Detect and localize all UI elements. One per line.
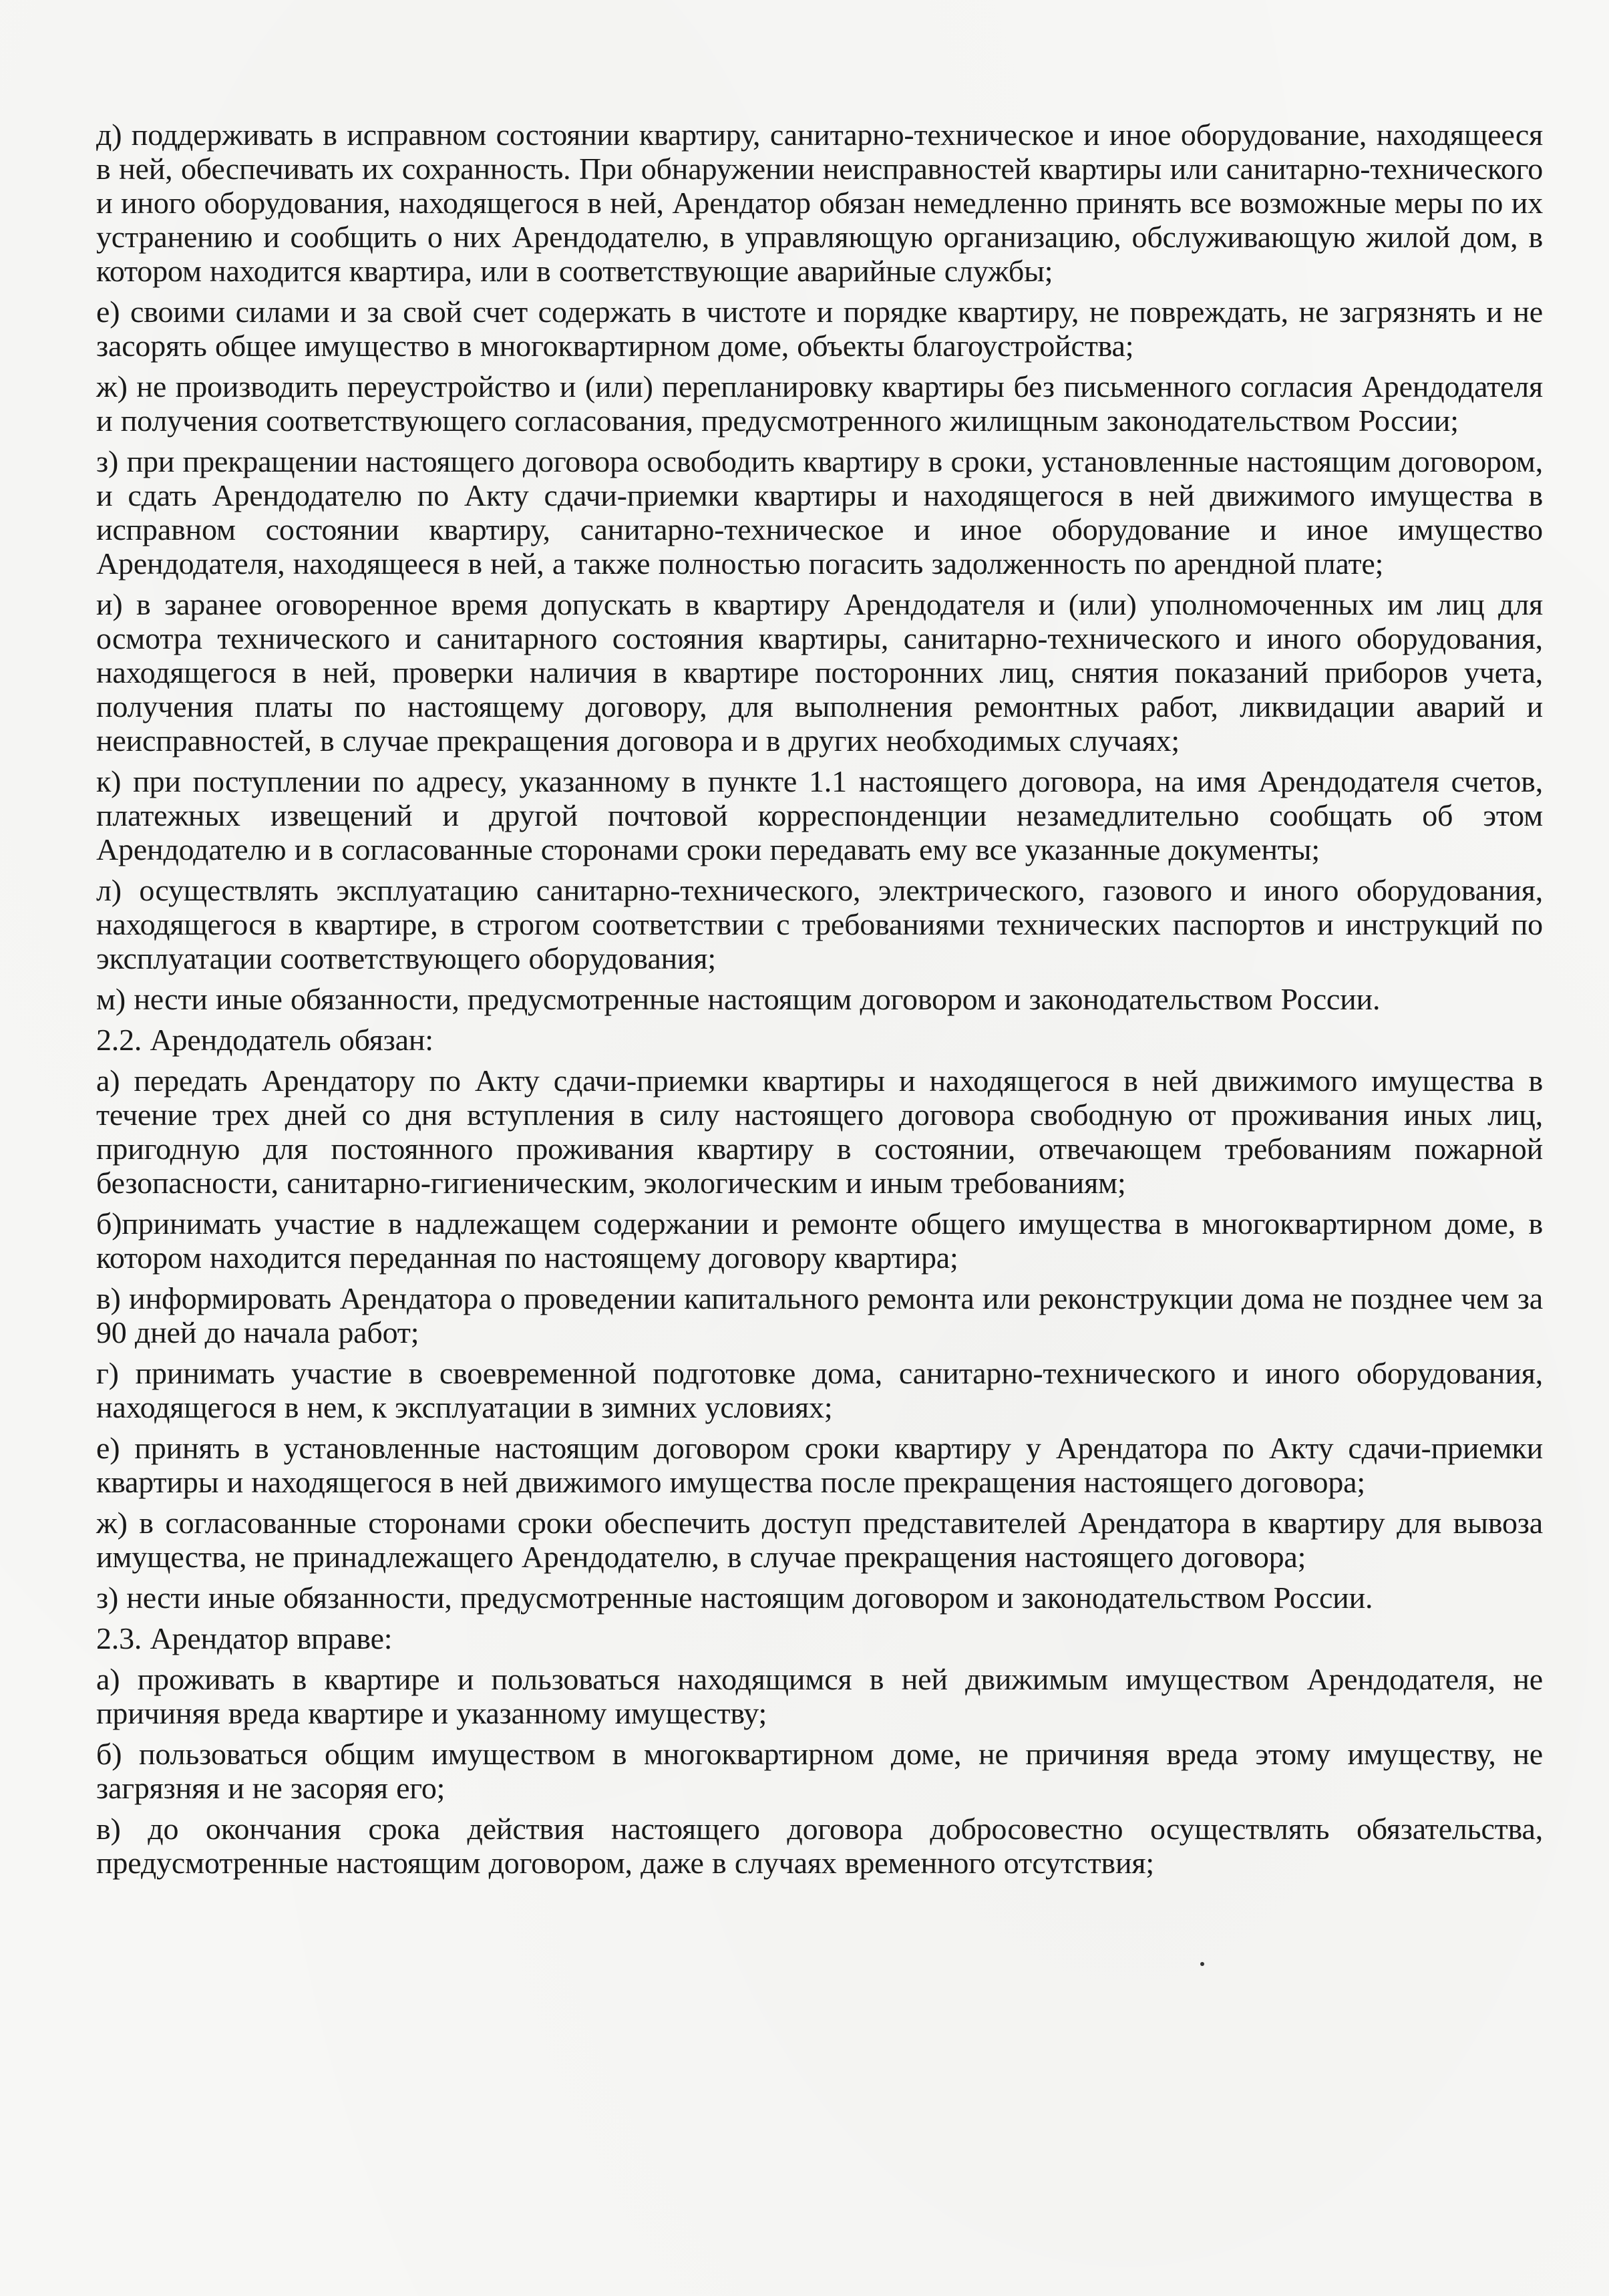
clause-2-2-v: в) информировать Арендатора о проведении капитального ремонта или реконструкции дома не позднее чем за 90 дней до начала работ;	[96, 1281, 1543, 1349]
clause-2-1-z: з) при прекращении настоящего договора освободить квартиру в сроки, установленные настоящим договором, и сдать Арендодателю по Акту сдачи-приемки квартиры и находящегося в ней движимого имущества в исправном состоянии квартиру, санитарно-техническое и иное оборудование и иное имущество Арендодателя, находящееся в ней, а также полностью погасить задолженность по арендной плате;	[96, 444, 1543, 581]
section-heading-2-2: 2.2. Арендодатель обязан:	[96, 1023, 433, 1057]
clause-2-1-i: и) в заранее оговоренное время допускать в квартиру Арендодателя и (или) уполномоченных им лиц для осмотра технического и санитарного состояния квартиры, санитарно-технического и иного оборудования, находящегося в ней, проверки наличия в квартире посторонних лиц, снятия показаний приборов учета, получения платы по настоящему договору, для выполнения ремонтных работ, ликвидации аварий и неисправностей, в случае прекращения договора и в других необходимых случаях;	[96, 587, 1543, 758]
clause-2-1-m: м) нести иные обязанности, предусмотренные настоящим договором и законодательством России.	[96, 982, 1381, 1016]
clause-2-1-l: л) осуществлять эксплуатацию санитарно-технического, электрического, газового и иного оборудования, находящегося в квартире, в строгом соответствии с требованиями технических паспортов и инструкций по эксплуатации соответствующего оборудования;	[96, 873, 1543, 975]
clause-2-3-b: б) пользоваться общим имуществом в многоквартирном доме, не причиняя вреда этому имуществу, не загрязняя и не засоряя его;	[96, 1737, 1543, 1805]
document-page	[96, 118, 1543, 1887]
clause-2-1-e: е) своими силами и за свой счет содержать в чистоте и порядке квартиру, не повреждать, не загрязнять и не засорять общее имущество в многоквартирном доме, объекты благоустройства;	[96, 295, 1543, 363]
clause-2-1-k: к) при поступлении по адресу, указанному в пункте 1.1 настоящего договора, на имя Арендодателя счетов, платежных извещений и другой почтовой корреспонденции незамедлительно сообщать об этом Арендодателю и в согласованные сторонами сроки передавать ему все указанные документы;	[96, 764, 1543, 866]
section-heading-2-3: 2.3. Арендатор вправе:	[96, 1621, 393, 1655]
scan-speck	[1200, 1962, 1204, 1966]
clause-2-2-zh: ж) в согласованные сторонами сроки обеспечить доступ представителей Арендатора в квартиру для вывоза имущества, не принадлежащего Арендодателю, в случае прекращения настоящего договора;	[96, 1506, 1543, 1574]
clause-2-2-g: г) принимать участие в своевременной подготовке дома, санитарно-технического и иного оборудования, находящегося в нем, к эксплуатации в зимних условиях;	[96, 1356, 1543, 1424]
clause-2-2-e: е) принять в установленные настоящим договором сроки квартиру у Арендатора по Акту сдачи-приемки квартиры и находящегося в ней движимого имущества после прекращения настоящего договора;	[96, 1431, 1543, 1499]
clause-2-2-z: з) нести иные обязанности, предусмотренные настоящим договором и законодательством России.	[96, 1581, 1373, 1615]
clause-2-3-a: а) проживать в квартире и пользоваться находящимся в ней движимым имуществом Арендодателя, не причиняя вреда квартире и указанному имуществу;	[96, 1662, 1543, 1730]
clause-2-2-a: а) передать Арендатору по Акту сдачи-приемки квартиры и находящегося в ней движимого имущества в течение трех дней со дня вступления в силу настоящего договора свободную от проживания иных лиц, пригодную для постоянного проживания квартиру в состоянии, отвечающем требованиям пожарной безопасности, санитарно-гигиеническим, экологическим и иным требованиям;	[96, 1063, 1543, 1200]
clause-2-2-b: б)принимать участие в надлежащем содержании и ремонте общего имущества в многоквартирном доме, в котором находится переданная по настоящему договору квартира;	[96, 1206, 1543, 1275]
clause-2-1-d: д) поддерживать в исправном состоянии квартиру, санитарно-техническое и иное оборудование, находящееся в ней, обеспечивать их сохранность. При обнаружении неисправностей квартиры или санитарно-технического и иного оборудования, находящегося в ней, Арендатор обязан немедленно принять все возможные меры по их устранению и сообщить о них Арендодателю, в управляющую организацию, обслуживающую жилой дом, в котором находится квартира, или в соответствующие аварийные службы;	[96, 118, 1543, 288]
clause-2-3-v: в) до окончания срока действия настоящего договора добросовестно осуществлять обязательства, предусмотренные настоящим договором, даже в случаях временного отсутствия;	[96, 1812, 1543, 1880]
clause-2-1-zh: ж) не производить переустройство и (или) перепланировку квартиры без письменного согласия Арендодателя и получения соответствующего согласования, предусмотренного жилищным законодательством России;	[96, 369, 1543, 438]
